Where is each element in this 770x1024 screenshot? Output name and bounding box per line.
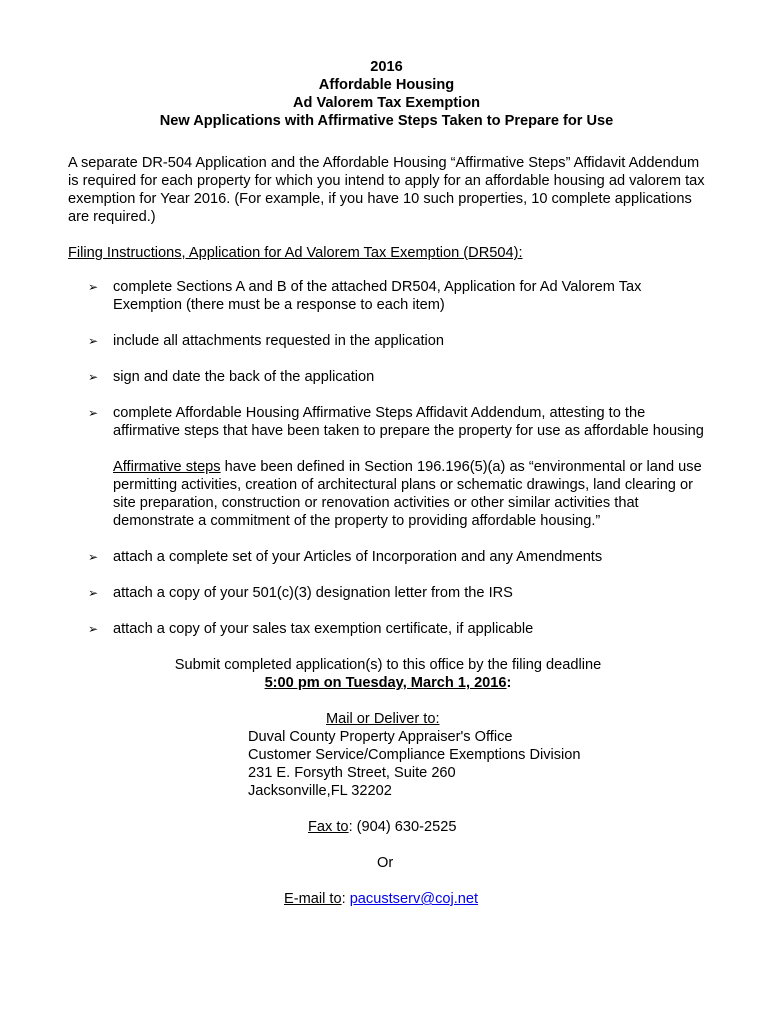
fax-line (68, 818, 708, 836)
definition-text: have been defined in Section 196.196(5)(a) as “environmental or land use permitting activities, creation of architectural plans or schematic drawings, land clearing or site preparation, construction or renovation activities or other similar activities that demonstrate a commitment of the property to providing affordable housing.” (113, 459, 702, 529)
arrow-bullet-icon: ➢ (88, 334, 99, 348)
deadline-text: 5:00 pm on Tuesday, March 1, 2016 (264, 675, 507, 691)
fax-number: (904) 630-2525 (356, 819, 457, 835)
address-line: Customer Service/Compliance Exemptions Division (248, 747, 581, 763)
email-label: E-mail to (284, 891, 342, 907)
step-text: sign and date the back of the application (113, 369, 375, 385)
step-text: attach a copy of your sales tax exemption certificate, if applicable (113, 621, 534, 637)
document (68, 58, 708, 908)
title-line-4: New Applications with Affirmative Steps Taken to Prepare for Use (159, 113, 614, 129)
arrow-bullet-icon: ➢ (88, 586, 99, 600)
arrow-bullet-icon: ➢ (88, 550, 99, 564)
steps-list-2 (68, 548, 708, 638)
title-line-2: Affordable Housing (318, 77, 455, 93)
step-text: complete Affordable Housing Affirmative Steps Affidavit Addendum, attesting to the affirmative steps that have been taken to prepare the property for use as affordable housing (113, 405, 704, 439)
address-line: Duval County Property Appraiser's Office (248, 729, 513, 745)
list-item (68, 332, 708, 350)
steps-list (68, 278, 708, 530)
step-text: attach a complete set of your Articles of Incorporation and any Amendments (113, 549, 603, 565)
title-year: 2016 (370, 59, 403, 75)
definition-term: Affirmative steps (113, 459, 221, 475)
email-line (68, 890, 708, 908)
filing-deadline (68, 674, 708, 692)
arrow-bullet-icon: ➢ (88, 280, 99, 294)
arrow-bullet-icon: ➢ (88, 406, 99, 420)
email-link[interactable]: pacustserv@coj.net (349, 891, 479, 907)
address-line: Jacksonville,FL 32202 (248, 783, 392, 799)
address-line: 231 E. Forsyth Street, Suite 260 (248, 765, 456, 781)
list-item (68, 404, 708, 530)
mailing-address (68, 728, 708, 800)
deadline-colon: : (506, 675, 512, 691)
email-separator: : (341, 891, 350, 907)
fax-separator: : (348, 819, 357, 835)
step-text: include all attachments requested in the application (113, 333, 445, 349)
intro-paragraph: A separate DR-504 Application and the Affordable Housing “Affirmative Steps” Affidavit Addendum is required for each property for which you intend to apply for an affordable housing ad valorem tax exemption for Year 2016. (For example, if you have 10 such properties, 10 complete applications are required.) (68, 155, 705, 225)
list-item (68, 368, 708, 386)
arrow-bullet-icon: ➢ (88, 370, 99, 384)
filing-instructions-heading: Filing Instructions, Application for Ad Valorem Tax Exemption (DR504): (68, 245, 523, 261)
list-item (68, 548, 708, 566)
list-item (68, 278, 708, 314)
step-text: complete Sections A and B of the attached DR504, Application for Ad Valorem Tax Exemption (there must be a response to each item) (113, 279, 642, 313)
affirmative-steps-definition (113, 458, 708, 530)
document-title (65, 58, 708, 130)
mail-heading: Mail or Deliver to: (326, 711, 440, 727)
title-line-3: Ad Valorem Tax Exemption (292, 95, 481, 111)
list-item (68, 584, 708, 602)
step-text: attach a copy of your 501(c)(3) designation letter from the IRS (113, 585, 513, 601)
submit-instructions (68, 656, 708, 692)
arrow-bullet-icon: ➢ (88, 622, 99, 636)
list-item (68, 620, 708, 638)
fax-label: Fax to (308, 819, 349, 835)
or-text: Or (377, 855, 394, 871)
submit-line: Submit completed application(s) to this office by the filing deadline (174, 657, 602, 673)
